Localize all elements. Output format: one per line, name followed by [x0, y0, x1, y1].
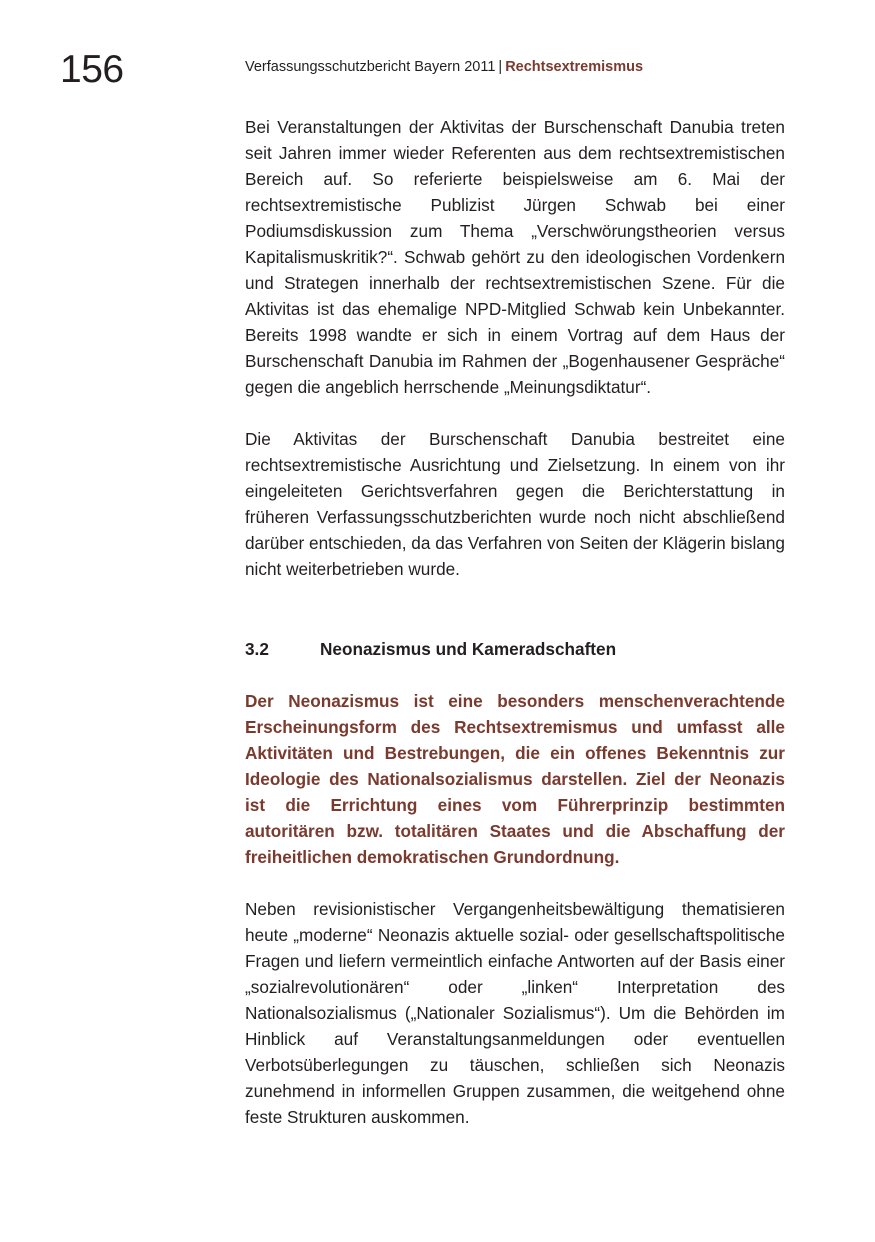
body-paragraph: Neben revisionistischer Vergangenheitsbewältigung thematisieren heute „moderne“ Neonazis aktuelle sozial- oder gesellschaftspolitische Fragen und liefern vermeintlich einfache Antworten auf der Basis einer „sozialrevolutionären“ oder „linken“ Interpretation des Nationalsozialismus („Nationaler Sozialismus“). Um die Behörden im Hinblick auf Veranstaltungsanmeldungen oder eventuellen Verbotsüberlegungen zu täuschen, schließen sich Neonazis zunehmend in informellen Gruppen zusammen, die weitgehend ohne feste Strukturen auskommen. [245, 899, 785, 1127]
running-header [245, 59, 643, 76]
section-number: 3.2 [245, 639, 269, 659]
chapter-title: Rechtsextremismus [505, 59, 644, 75]
lead-paragraph: Der Neonazismus ist eine besonders menschenverachtende Erscheinungsform des Rechtsextremismus und umfasst alle Aktivitäten und Bestrebungen, die ein offenes Bekenntnis zur Ideologie des Nationalsozialismus darstellen. Ziel der Neonazis ist die Errichtung eines vom Führerprinzip bestimmten autoritären bzw. totalitären Staates und die Abschaffung der freiheitlichen demokratischen Grundordnung. [245, 691, 785, 867]
page-number: 156 [60, 48, 124, 91]
section-heading [245, 636, 785, 662]
header-separator: | [498, 59, 503, 75]
body-paragraph: Bei Veranstaltungen der Aktivitas der Burschenschaft Danubia treten seit Jahren immer wieder Referenten aus dem rechtsextremistischen Bereich auf. So referierte beispielsweise am 6. Mai der rechtsextremistische Publizist Jürgen Schwab bei einer Podiumsdiskussion zum Thema „Verschwörungstheorien versus Kapitalismuskritik?“. Schwab gehört zu den ideologischen Vordenkern und Strategen innerhalb der rechtsextremistischen Szene. Für die Aktivitas ist das ehemalige NPD-Mitglied Schwab kein Unbekannter. Bereits 1998 wandte er sich in einem Vortrag auf dem Haus der Burschenschaft Danubia im Rahmen der „Bogenhausener Gespräche“ gegen die angeblich herrschende „Meinungsdiktatur“. [245, 117, 785, 397]
section-title: Neonazismus und Kameradschaften [320, 639, 617, 659]
page-content [245, 114, 785, 1130]
body-paragraph: Die Aktivitas der Burschenschaft Danubia bestreitet eine rechtsextremistische Ausrichtung und Zielsetzung. In einem von ihr eingeleiteten Gerichtsverfahren gegen die Berichterstattung in früheren Verfassungsschutzberichten wurde noch nicht abschließend darüber entschieden, da das Verfahren von Seiten der Klägerin bislang nicht weiterbetrieben wurde. [245, 429, 785, 579]
publication-title: Verfassungsschutzbericht Bayern 2011 [245, 59, 496, 75]
